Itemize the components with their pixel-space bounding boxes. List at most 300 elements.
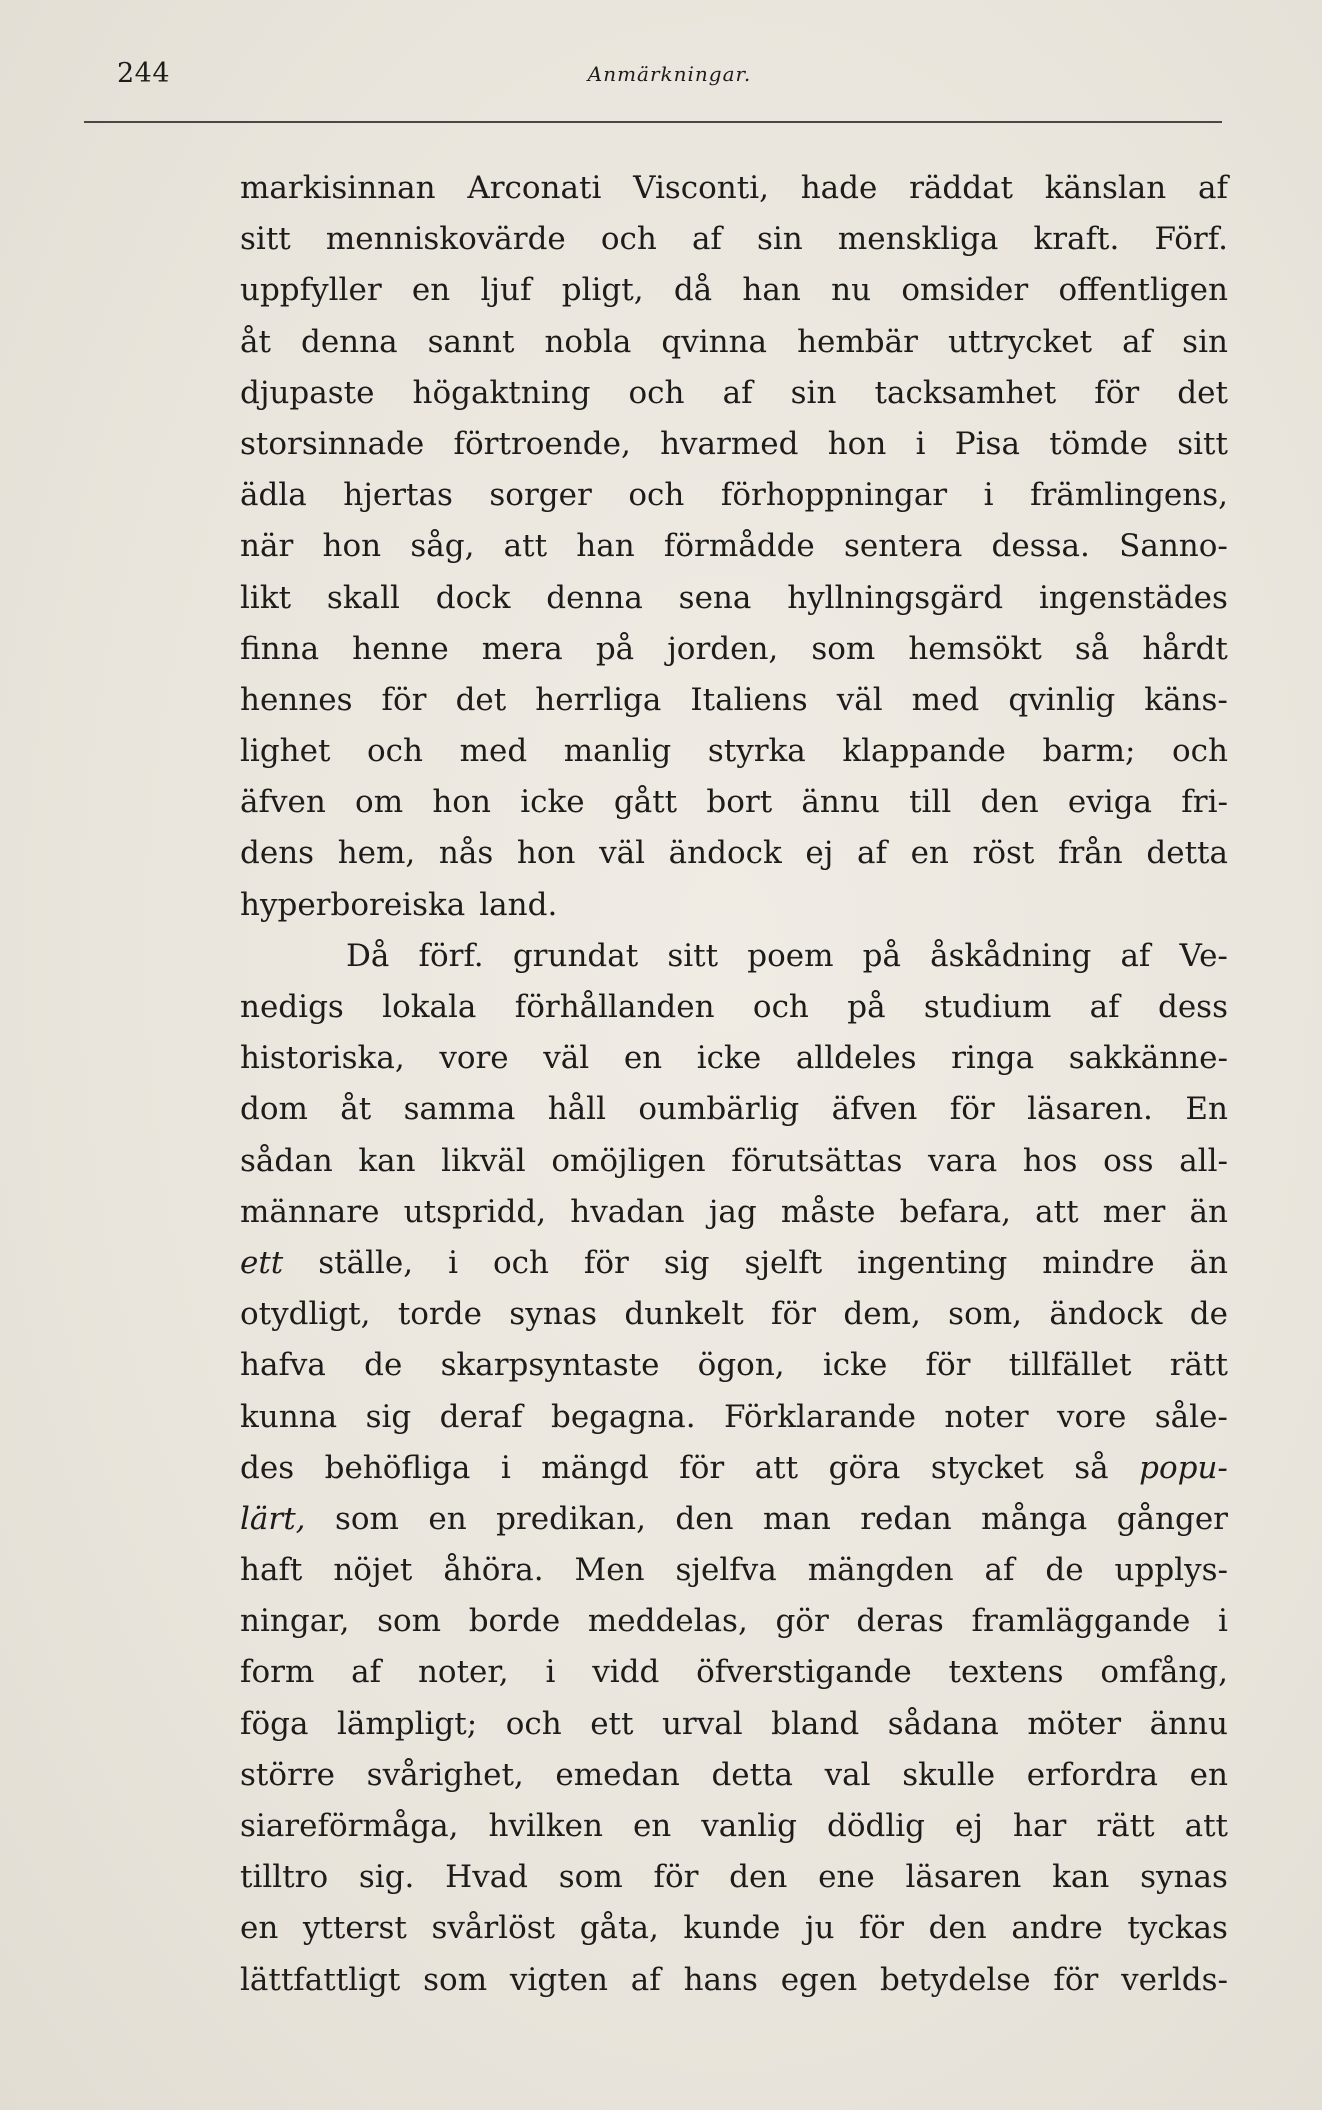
word: öfverstigande (696, 1654, 912, 1691)
word: hyllningsgärd (787, 579, 1004, 616)
text-line (240, 1443, 1228, 1494)
word: des (240, 1449, 295, 1486)
word: ingenstädes (1038, 579, 1228, 616)
word: åhöra. (443, 1552, 544, 1589)
word: som (334, 1500, 399, 1537)
word: siareförmåga, (240, 1808, 459, 1844)
word: det (455, 681, 507, 718)
word: otydligt, (240, 1296, 371, 1333)
word: att (1035, 1193, 1079, 1230)
word: som (811, 630, 876, 667)
word: sådana (887, 1705, 999, 1742)
word: dess (1157, 989, 1228, 1025)
word: noter, (417, 1654, 509, 1691)
word: männare (240, 1193, 380, 1230)
word: ej (805, 835, 834, 872)
word: Pisa (954, 425, 1020, 462)
word: mängd (541, 1449, 649, 1486)
word: befara, (899, 1193, 1011, 1230)
word: vigten (509, 1961, 608, 1998)
word: hafva (240, 1347, 326, 1384)
word: egen (780, 1961, 858, 1998)
word: sitt (240, 221, 291, 258)
word: en (428, 1500, 467, 1537)
word: ett (590, 1705, 634, 1742)
word: verlds- (1121, 1961, 1228, 1998)
word: Då (346, 937, 390, 974)
word: tyckas (1127, 1910, 1228, 1947)
word: haft (240, 1552, 303, 1589)
text-line (240, 1392, 1228, 1443)
word: och (1172, 733, 1228, 770)
text-line (240, 163, 1228, 214)
word: för (949, 1091, 995, 1128)
word: deraf (439, 1398, 523, 1435)
word: jorden, (667, 630, 779, 667)
text-line (240, 1750, 1228, 1801)
word: sin (790, 374, 837, 411)
word: ögon, (697, 1347, 785, 1384)
word: i (545, 1654, 556, 1691)
word: den (675, 1500, 734, 1537)
word: lärt, (240, 1500, 306, 1537)
word: detta (711, 1756, 794, 1793)
word: eviga (1067, 784, 1153, 821)
word: land. (479, 886, 558, 923)
word: barm; (1042, 733, 1136, 770)
word: henne (352, 630, 449, 667)
word: af (1197, 170, 1228, 206)
text-line (240, 521, 1228, 572)
word: det (1177, 374, 1228, 411)
word: svårighet, (366, 1756, 524, 1793)
word: gånger (1116, 1500, 1228, 1537)
word: emedan (555, 1756, 680, 1793)
header-rule (84, 121, 1222, 123)
word: väl (836, 681, 883, 718)
word: läsaren (905, 1859, 1022, 1896)
word: omsider (901, 272, 1029, 309)
word: rätt (1096, 1808, 1155, 1844)
word: utspridd, (403, 1193, 547, 1230)
text-line (240, 1289, 1228, 1340)
word: predikan, (496, 1500, 646, 1537)
word: från (1058, 835, 1123, 872)
word: sitt (667, 937, 719, 974)
word: göra (828, 1449, 901, 1486)
text-line (240, 1340, 1228, 1391)
word: ene (818, 1859, 875, 1896)
word: håll (547, 1091, 606, 1128)
word: nöjet (333, 1552, 413, 1589)
word: ställe, (318, 1244, 414, 1281)
word: han (742, 272, 801, 309)
word: käns- (1144, 681, 1228, 718)
word: uppfyller (240, 272, 382, 309)
text-line (240, 1136, 1228, 1187)
word: mer (1102, 1193, 1166, 1230)
text-line (240, 675, 1228, 726)
word: möter (1027, 1705, 1122, 1742)
word: sin (1182, 323, 1228, 360)
word: nobla (544, 323, 632, 360)
word: ännu (1149, 1705, 1228, 1742)
word: förtroende, (453, 425, 631, 462)
text-line (240, 1545, 1228, 1596)
word: åt (240, 323, 271, 360)
word: val (824, 1756, 871, 1793)
word: tillfället (1008, 1347, 1132, 1384)
word: sjelft (744, 1244, 823, 1281)
word: hvarmed (660, 425, 799, 462)
text-line (240, 1238, 1228, 1289)
word: för (771, 1296, 817, 1333)
text-line (240, 931, 1228, 982)
word: i (500, 1449, 511, 1486)
word: ändock (1049, 1296, 1163, 1333)
word: Italiens (690, 681, 808, 718)
word: så (1074, 630, 1110, 667)
word: likt (240, 579, 292, 616)
page-header (117, 58, 1222, 98)
word: nås (438, 835, 494, 872)
word: af (1120, 937, 1151, 974)
text-line (240, 1187, 1228, 1238)
word: i (1218, 1603, 1228, 1640)
word: måste (780, 1193, 876, 1230)
text-line (240, 573, 1228, 624)
word: han (576, 528, 635, 565)
word: så (1074, 1449, 1109, 1486)
word: af (1089, 989, 1120, 1025)
word: den (980, 784, 1039, 821)
word: gör (775, 1603, 829, 1640)
word: offentligen (1058, 272, 1228, 309)
word: sig (663, 1244, 710, 1281)
word: Visconti, (633, 170, 769, 206)
word: dessa. (991, 528, 1090, 565)
word: för (679, 1449, 725, 1486)
word: herrliga (535, 681, 662, 718)
word: textens (948, 1654, 1064, 1691)
word: Men (574, 1552, 645, 1589)
word: uttrycket (947, 323, 1093, 360)
word: menniskovärde (325, 221, 566, 258)
word: sorger (489, 477, 592, 514)
word: upplys- (1114, 1552, 1228, 1589)
word: räddat (909, 170, 1014, 206)
word: vore (1057, 1398, 1127, 1435)
word: hon (432, 784, 491, 821)
text-line (240, 419, 1228, 470)
word: hjertas (343, 477, 453, 514)
word: Ve- (1179, 937, 1228, 974)
word: hem, (337, 835, 416, 872)
word: föga (240, 1705, 309, 1742)
word: hon (322, 528, 382, 565)
word: af (984, 1552, 1015, 1589)
word: omfång, (1100, 1654, 1228, 1691)
word: såle- (1154, 1398, 1228, 1435)
word: kan (358, 1142, 416, 1179)
word: med (911, 681, 980, 718)
word: qvinna (661, 323, 768, 360)
word: styrka (707, 733, 806, 770)
text-line (240, 1494, 1228, 1545)
word: att (1184, 1808, 1228, 1844)
word: att (754, 1449, 799, 1486)
word: såg, (410, 528, 475, 565)
word: oss (1103, 1142, 1154, 1179)
word: i (915, 425, 926, 462)
word: ett (240, 1244, 284, 1281)
word: hvilken (488, 1808, 603, 1844)
word: dom (240, 1091, 308, 1128)
word: dödlig (826, 1808, 925, 1844)
word: mängden (807, 1552, 954, 1589)
word: noter (944, 1398, 1029, 1435)
word: en (240, 1910, 279, 1947)
word: den (928, 1910, 987, 1947)
word: och (505, 1705, 562, 1742)
word: en (910, 835, 949, 872)
word: förhoppningar (720, 477, 948, 514)
word: oumbärlig (638, 1091, 800, 1128)
word: en (1189, 1756, 1228, 1793)
word: lokala (382, 989, 477, 1025)
word: hembär (797, 323, 918, 360)
word: hos (1022, 1142, 1078, 1179)
word: och (367, 733, 424, 770)
word: dunkelt (624, 1296, 744, 1333)
word: En (1185, 1091, 1228, 1128)
word: och (492, 1244, 549, 1281)
word: lättfattligt (240, 1961, 401, 1998)
word: urval (661, 1705, 743, 1742)
word: som (423, 1961, 488, 1998)
word: sena (678, 579, 752, 616)
word: än (1189, 1244, 1228, 1281)
word: hade (800, 170, 878, 206)
text-line (240, 1647, 1228, 1698)
word: för (1053, 1961, 1099, 1998)
word: Sanno- (1119, 528, 1228, 565)
word: skall (326, 579, 400, 616)
word: synas (509, 1296, 598, 1333)
word: hvadan (570, 1193, 685, 1230)
word: nu (831, 272, 872, 309)
word: åskådning (930, 937, 1092, 974)
word: en (632, 1808, 672, 1844)
text-line (240, 982, 1228, 1033)
word: tömde (1049, 425, 1148, 462)
word: sådan (240, 1142, 333, 1179)
word: klappande (842, 733, 1006, 770)
word: lämpligt; (336, 1705, 478, 1742)
word: icke (696, 1040, 762, 1077)
word: högaktning (412, 374, 591, 411)
word: betydelse (880, 1961, 1031, 1998)
word: sjelfva (675, 1552, 777, 1589)
word: dock (435, 579, 511, 616)
word: dem, (843, 1296, 921, 1333)
word: hyperboreiska (240, 886, 466, 923)
word: större (240, 1756, 336, 1793)
text-line (240, 828, 1228, 879)
word: sannt (427, 323, 515, 360)
text-line (240, 368, 1228, 419)
word: Förklarande (724, 1398, 916, 1435)
text-line (240, 470, 1228, 521)
word: om (355, 784, 404, 821)
word: förf. (418, 937, 484, 974)
word: på (847, 989, 886, 1025)
word: gåta, (579, 1910, 659, 1947)
word: de (1045, 1552, 1084, 1589)
word: sin (756, 221, 803, 258)
word: svårlöst (431, 1910, 556, 1947)
word: ändock (668, 835, 782, 872)
word: hennes (240, 681, 353, 718)
word: med (459, 733, 528, 770)
word: borde (468, 1603, 561, 1640)
word: nedigs (240, 989, 344, 1025)
text-line (240, 265, 1228, 316)
word: af (722, 374, 753, 411)
word: en (623, 1040, 663, 1077)
word: att (503, 528, 548, 565)
word: många (981, 1500, 1088, 1537)
word: meddelas, (587, 1603, 748, 1640)
word: tacksamhet (874, 374, 1057, 411)
word: förutsättas (731, 1142, 903, 1179)
text-line (240, 214, 1228, 265)
word: kunde (683, 1910, 781, 1947)
word: ljuf (480, 272, 532, 309)
word: väl (543, 1040, 590, 1077)
word: skarpsyntaste (440, 1347, 660, 1384)
word: Förf. (1154, 221, 1228, 258)
word: af (630, 1961, 661, 1998)
word: jag (708, 1193, 757, 1230)
word: Hvad (445, 1859, 529, 1896)
word: hans (683, 1961, 758, 1998)
word: förmådde (663, 528, 815, 565)
word: pligt, (561, 272, 644, 309)
word: rätt (1169, 1347, 1228, 1384)
word: denna (546, 579, 643, 616)
word: ytterst (302, 1910, 407, 1947)
word: som (377, 1603, 442, 1640)
word: som (558, 1859, 623, 1896)
word: ännu (801, 784, 880, 821)
body-text (240, 163, 1228, 2006)
text-line (240, 726, 1228, 777)
word: storsinnade (240, 425, 425, 462)
text-line (240, 1801, 1228, 1852)
word: en (411, 272, 451, 309)
word: deras (856, 1603, 944, 1640)
word: omöjligen (551, 1142, 706, 1179)
word: och (628, 374, 685, 411)
word: poem (747, 937, 834, 974)
page-number: 244 (117, 58, 171, 89)
word: läsaren. (1027, 1091, 1153, 1128)
word: finna (240, 630, 320, 667)
word: studium (923, 989, 1052, 1025)
word: ingenting (857, 1244, 1008, 1281)
word: de (1189, 1296, 1228, 1333)
word: likväl (441, 1142, 526, 1179)
word: qvinlig (1008, 681, 1116, 718)
word: detta (1146, 835, 1228, 872)
word: äfven (831, 1091, 918, 1128)
word: synas (1140, 1859, 1228, 1896)
word: all- (1179, 1142, 1228, 1179)
text-line (240, 1596, 1228, 1647)
word: röst (972, 835, 1035, 872)
word: framläggande (971, 1603, 1191, 1640)
word: grundat (512, 937, 639, 974)
word: alldeles (795, 1040, 917, 1077)
word: gått (613, 784, 678, 821)
text-line (240, 880, 1228, 931)
running-title: Anmärkningar. (587, 62, 752, 86)
word: främlingens, (1030, 477, 1228, 514)
word: har (1013, 1808, 1067, 1844)
word: i (448, 1244, 458, 1281)
word: den (729, 1859, 788, 1896)
word: samma (403, 1091, 516, 1128)
word: erfordra (1026, 1756, 1158, 1793)
word: redan (860, 1500, 952, 1537)
word: mindre (1042, 1244, 1155, 1281)
text-line (240, 777, 1228, 828)
word: stycket (930, 1449, 1044, 1486)
word: sig (365, 1398, 412, 1435)
word: sentera (844, 528, 963, 565)
word: icke (822, 1347, 888, 1384)
word: ringa (951, 1040, 1035, 1077)
word: vore (439, 1040, 509, 1077)
word: behöfliga (324, 1449, 471, 1486)
word: begagna. (550, 1398, 696, 1435)
word: torde (397, 1296, 482, 1333)
word: markisinnan (240, 170, 436, 206)
word: sakkänne- (1068, 1040, 1228, 1077)
word: sig. (358, 1859, 415, 1896)
word: af (856, 835, 887, 872)
word: på (595, 630, 635, 667)
word: hemsökt (908, 630, 1042, 667)
word: och (752, 989, 809, 1025)
word: tilltro (240, 1859, 329, 1896)
word: väl (599, 835, 646, 872)
word: vanlig (701, 1808, 797, 1844)
word: skulle (902, 1756, 996, 1793)
word: icke (520, 784, 585, 821)
word: ju (804, 1910, 835, 1947)
word: af (691, 221, 722, 258)
word: ningar, (240, 1603, 350, 1640)
word: kan (1052, 1859, 1110, 1896)
word: bland (771, 1705, 860, 1742)
text-line (240, 317, 1228, 368)
word: menskliga (837, 221, 999, 258)
word: manlig (563, 733, 672, 770)
word: åt (340, 1091, 372, 1128)
word: bort (706, 784, 773, 821)
